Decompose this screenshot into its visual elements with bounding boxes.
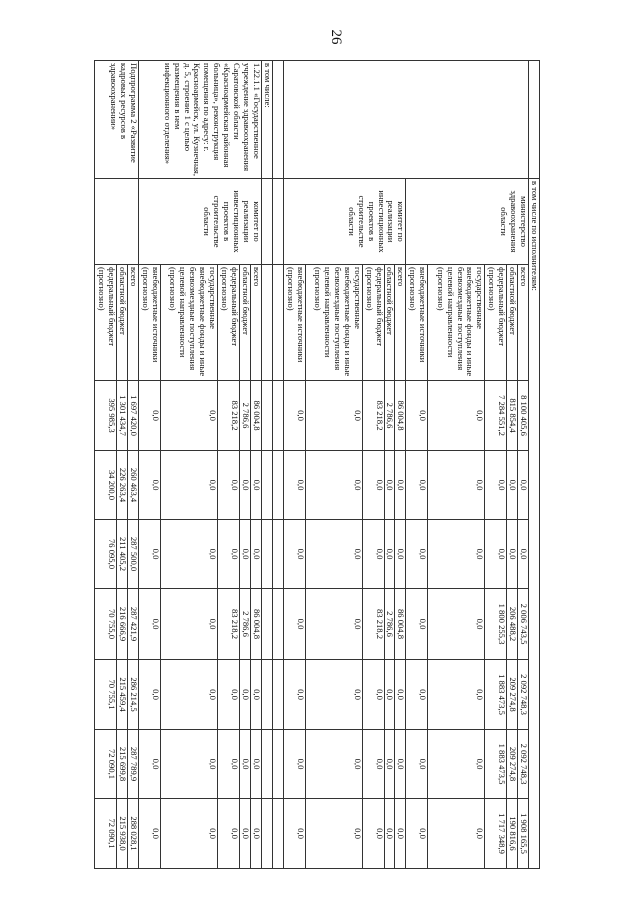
value-cell: 206 488,2	[507, 589, 518, 660]
blank-cell	[272, 799, 283, 869]
value-cell: 0,0	[362, 730, 384, 799]
value-cell: 0,0	[139, 520, 161, 589]
value-cell: 0,0	[362, 451, 384, 520]
value-cell: 0,0	[384, 660, 395, 730]
empty-name-cell	[283, 61, 529, 179]
value-cell: 0,0	[218, 520, 240, 589]
table-body	[95, 61, 540, 869]
value-cell: 0,0	[283, 730, 305, 799]
value-cell: 0,0	[406, 589, 428, 660]
value-cell: 0,0	[305, 799, 362, 869]
value-cell: 0,0	[384, 730, 395, 799]
executor-cell: министерство здравоохранения области	[406, 179, 529, 265]
value-cell: 815 854,4	[507, 381, 518, 451]
value-cell: 0,0	[161, 589, 218, 660]
blank-cell	[261, 265, 272, 381]
value-cell: 2 786,6	[240, 381, 251, 451]
value-cell: 395 985,3	[95, 381, 117, 451]
value-cell: 0,0	[406, 451, 428, 520]
value-cell: 0,0	[406, 520, 428, 589]
value-cell: 72 090,1	[95, 730, 117, 799]
row-label: всего	[395, 265, 406, 381]
blank-cell	[272, 730, 283, 799]
value-cell: 0,0	[485, 451, 507, 520]
value-cell: 0,0	[240, 660, 251, 730]
value-cell: 0,0	[305, 381, 362, 451]
value-cell: 0,0	[240, 730, 251, 799]
value-cell: 0,0	[283, 520, 305, 589]
value-cell: 0,0	[139, 381, 161, 451]
value-cell: 0,0	[406, 381, 428, 451]
blank-cell	[272, 179, 283, 265]
value-cell: 0,0	[161, 799, 218, 869]
value-cell: 0,0	[428, 799, 485, 869]
value-cell: 86 004,8	[250, 381, 261, 451]
value-cell: 0,0	[161, 451, 218, 520]
value-cell: 0,0	[139, 660, 161, 730]
blank-cell	[272, 660, 283, 730]
value-cell: 190 816,6	[507, 799, 518, 869]
subheader-row	[261, 61, 272, 869]
page-number: 26	[328, 29, 344, 45]
value-cell: 1 883 473,5	[485, 660, 507, 730]
value-cell: 211 405,2	[117, 520, 128, 589]
value-cell: 86 004,8	[395, 589, 406, 660]
value-cell: 83 218,2	[218, 381, 240, 451]
value-cell: 287 500,0	[128, 520, 139, 589]
value-cell: 2 786,6	[384, 589, 395, 660]
value-cell: 0,0	[283, 381, 305, 451]
row-label: федеральный бюджет (прогнозно)	[485, 265, 507, 381]
value-cell: 8 100 405,6	[518, 381, 529, 451]
value-cell: 0,0	[250, 520, 261, 589]
value-cell: 83 218,2	[362, 589, 384, 660]
value-cell: 0,0	[305, 660, 362, 730]
value-cell: 287 789,9	[128, 730, 139, 799]
value-cell: 0,0	[250, 660, 261, 730]
blank-cell	[261, 381, 272, 451]
value-cell: 0,0	[250, 799, 261, 869]
value-cell: 0,0	[139, 730, 161, 799]
blank-cell	[272, 589, 283, 660]
row-label: всего	[518, 265, 529, 381]
value-cell: 0,0	[283, 589, 305, 660]
row-label: государственные внебюджетные фонды и иные безвозмездные поступления целевой направленности (прогнозно)	[305, 265, 362, 381]
blank-cell	[261, 660, 272, 730]
executor-cell: комитет по реализации инвестиционных проектов в строительстве области	[139, 179, 262, 265]
table-row	[518, 61, 529, 869]
value-cell: 0,0	[507, 520, 518, 589]
value-cell: 0,0	[283, 799, 305, 869]
value-cell: 0,0	[395, 730, 406, 799]
value-cell: 0,0	[395, 799, 406, 869]
value-cell: 215 938,0	[117, 799, 128, 869]
value-cell: 0,0	[139, 799, 161, 869]
table-row	[395, 61, 406, 869]
value-cell: 0,0	[305, 730, 362, 799]
value-cell: 209 274,8	[507, 660, 518, 730]
blank-cell	[272, 451, 283, 520]
row-label: областной бюджет	[384, 265, 395, 381]
value-cell: 209 274,8	[507, 730, 518, 799]
value-cell: 0,0	[362, 660, 384, 730]
row-label: всего	[250, 265, 261, 381]
value-cell: 0,0	[384, 799, 395, 869]
row-label: внебюджетные источники (прогнозно)	[406, 265, 428, 381]
value-cell: 0,0	[428, 660, 485, 730]
value-cell: 0,0	[428, 730, 485, 799]
value-cell: 0,0	[384, 451, 395, 520]
value-cell: 83 218,2	[218, 589, 240, 660]
value-cell: 83 218,2	[362, 381, 384, 451]
row-label: областной бюджет	[117, 265, 128, 381]
value-cell: 0,0	[283, 660, 305, 730]
value-cell: 0,0	[485, 520, 507, 589]
table-row	[128, 61, 139, 869]
value-cell: 0,0	[305, 451, 362, 520]
value-cell: 0,0	[428, 520, 485, 589]
caption-spacer	[529, 61, 540, 179]
executor-cell: комитет по реализации инвестиционных проектов в строительстве области	[283, 179, 406, 265]
budget-table	[94, 60, 540, 869]
value-cell: 1 717 348,9	[485, 799, 507, 869]
value-cell: 0,0	[428, 381, 485, 451]
separator-row	[272, 61, 283, 869]
value-cell: 0,0	[406, 730, 428, 799]
blank-cell	[261, 520, 272, 589]
value-cell: 0,0	[161, 660, 218, 730]
blank-cell	[272, 520, 283, 589]
value-cell: 1 301 434,7	[117, 381, 128, 451]
blank-cell	[261, 179, 272, 265]
blank-cell	[272, 265, 283, 381]
blank-cell	[272, 61, 283, 179]
value-cell: 0,0	[218, 451, 240, 520]
value-cell: 0,0	[384, 520, 395, 589]
subprogram-name-cell: Подпрограмма 2 «Развитие кадровых ресурсов в здравоохранении»	[95, 61, 139, 179]
row-label: внебюджетные источники (прогнозно)	[283, 265, 305, 381]
value-cell: 0,0	[218, 660, 240, 730]
value-cell: 1 697 420,0	[128, 381, 139, 451]
value-cell: 0,0	[362, 799, 384, 869]
value-cell: 7 284 551,2	[485, 381, 507, 451]
value-cell: 0,0	[428, 589, 485, 660]
value-cell: 286 214,5	[128, 660, 139, 730]
value-cell: 2 786,6	[384, 381, 395, 451]
value-cell: 86 004,8	[250, 589, 261, 660]
value-cell: 70 755,0	[95, 589, 117, 660]
value-cell: 0,0	[139, 451, 161, 520]
value-cell: 0,0	[250, 730, 261, 799]
value-cell: 2 092 748,3	[518, 660, 529, 730]
value-cell: 0,0	[428, 451, 485, 520]
blank-cell	[272, 381, 283, 451]
row-label: федеральный бюджет (прогнозно)	[218, 265, 240, 381]
item-name-cell: 1.22.1.1 «Государственное учреждение здравоохранения Саратовской области «Красноармейская районная больница», реконструкция помещения по адресу: г. Красноармейск, ул. Кузнечная, д. 5, строение 1 с целью размещения в нем инфекционного отделения»	[139, 61, 262, 179]
row-label: федеральный бюджет (прогнозно)	[362, 265, 384, 381]
value-cell: 2 786,6	[240, 589, 251, 660]
value-cell: 215 459,4	[117, 660, 128, 730]
value-cell: 288 028,1	[128, 799, 139, 869]
value-cell: 0,0	[395, 451, 406, 520]
value-cell: 0,0	[250, 451, 261, 520]
executor-cell	[95, 179, 139, 265]
row-label: всего	[128, 265, 139, 381]
value-cell: 0,0	[283, 451, 305, 520]
value-cell: 0,0	[161, 381, 218, 451]
value-cell: 0,0	[305, 520, 362, 589]
row-label: областной бюджет	[240, 265, 251, 381]
row-label: государственные внебюджетные фонды и иные безвозмездные поступления целевой направленности (прогнозно)	[161, 265, 218, 381]
blank-cell	[261, 730, 272, 799]
value-cell: 0,0	[507, 451, 518, 520]
value-cell: 86 004,8	[395, 381, 406, 451]
rotated-table-sheet	[97, 60, 540, 868]
value-cell: 76 095,0	[95, 520, 117, 589]
value-cell: 0,0	[240, 451, 251, 520]
value-cell: 0,0	[240, 799, 251, 869]
blank-cell	[261, 799, 272, 869]
caption-row	[529, 61, 540, 869]
value-cell: 0,0	[395, 520, 406, 589]
value-cell: 1 908 165,5	[518, 799, 529, 869]
row-label: государственные внебюджетные фонды и иные безвозмездные поступления целевой направленности (прогнозно)	[428, 265, 485, 381]
value-cell: 0,0	[406, 799, 428, 869]
value-cell: 0,0	[362, 520, 384, 589]
value-cell: 287 421,9	[128, 589, 139, 660]
value-cell: 1 800 255,3	[485, 589, 507, 660]
value-cell: 2 006 743,5	[518, 589, 529, 660]
value-cell: 2 092 748,3	[518, 730, 529, 799]
value-cell: 72 090,1	[95, 799, 117, 869]
value-cell: 215 699,8	[117, 730, 128, 799]
subheader-label: в том числе:	[261, 61, 272, 179]
value-cell: 0,0	[305, 589, 362, 660]
table-row	[250, 61, 261, 869]
blank-cell	[261, 589, 272, 660]
value-cell: 0,0	[161, 520, 218, 589]
value-cell: 0,0	[240, 520, 251, 589]
value-cell: 0,0	[161, 730, 218, 799]
value-cell: 226 263,4	[117, 451, 128, 520]
value-cell: 0,0	[139, 589, 161, 660]
value-cell: 34 200,0	[95, 451, 117, 520]
value-cell: 0,0	[395, 660, 406, 730]
row-label: областной бюджет	[507, 265, 518, 381]
blank-cell	[261, 451, 272, 520]
value-cell: 0,0	[218, 730, 240, 799]
row-label: федеральный бюджет (прогнозно)	[95, 265, 117, 381]
value-cell: 0,0	[518, 451, 529, 520]
value-cell: 0,0	[518, 520, 529, 589]
value-cell: 260 463,4	[128, 451, 139, 520]
value-cell: 0,0	[406, 660, 428, 730]
table-caption: в том числе по исполнителям:	[529, 179, 540, 869]
value-cell: 1 883 473,5	[485, 730, 507, 799]
value-cell: 70 755,1	[95, 660, 117, 730]
row-label: внебюджетные источники (прогнозно)	[139, 265, 161, 381]
value-cell: 0,0	[218, 799, 240, 869]
value-cell: 216 666,9	[117, 589, 128, 660]
